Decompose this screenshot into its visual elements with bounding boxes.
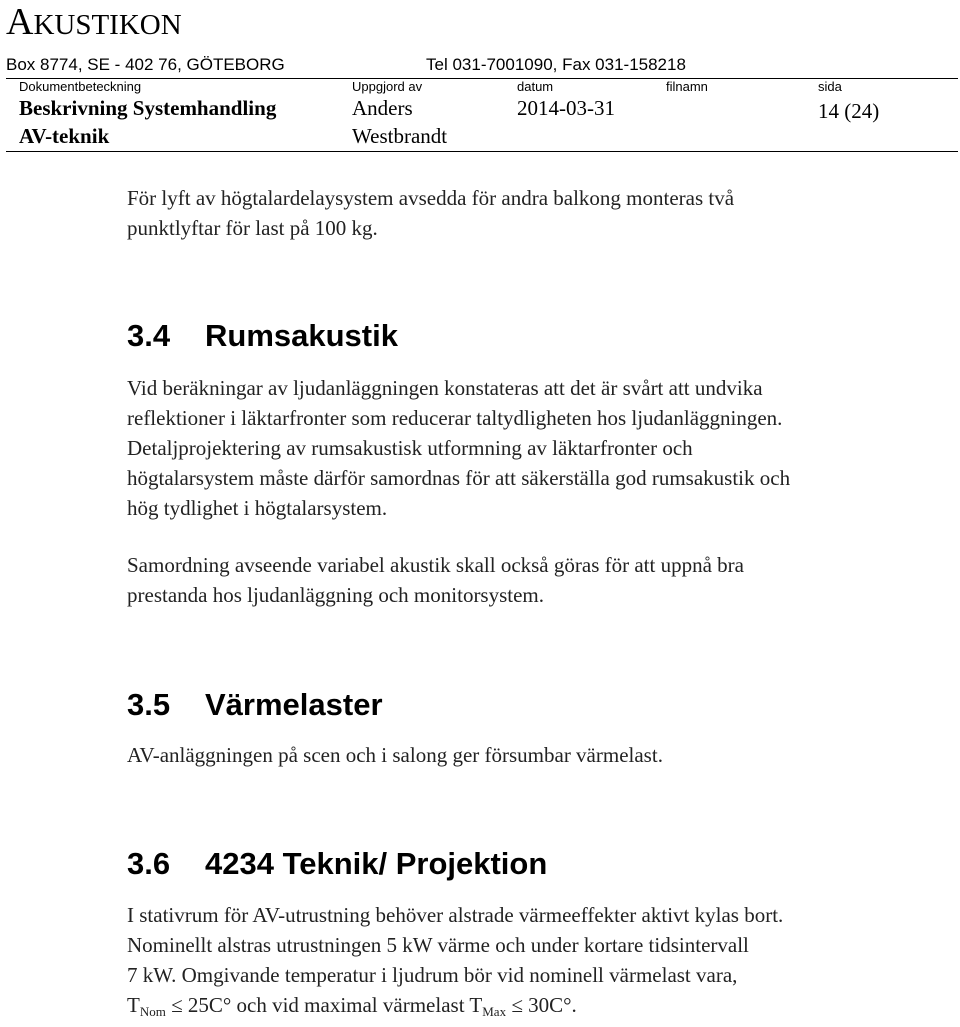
filename-label: filnamn <box>666 79 708 94</box>
paragraph-line: Detaljprojektering av rumsakustisk utformning av läktarfronter och <box>127 436 693 460</box>
page-number: 14 (24) <box>818 99 880 123</box>
company-logo: AKUSTIKON <box>6 1 182 43</box>
section-number: 3.6 <box>127 846 171 881</box>
author-label: Uppgjord av <box>352 79 423 94</box>
date-label: datum <box>517 79 554 94</box>
author-first-name: Anders <box>352 96 413 120</box>
page-label: sida <box>818 79 842 94</box>
company-phone: Tel 031-7001090, Fax 031-158218 <box>426 55 686 74</box>
paragraph-line: Nominellt alstras utrustningen 5 kW värme och under kortare tidsintervall <box>127 933 749 957</box>
section-title: Värmelaster <box>205 687 383 722</box>
company-address: Box 8774, SE - 402 76, GÖTEBORG <box>6 55 285 74</box>
header-top-divider <box>6 78 958 79</box>
section-heading-3-6 <box>127 846 547 882</box>
intro-line-2: punktlyftar för last på 100 kg. <box>127 216 378 240</box>
doc-title-line2: AV-teknik <box>19 124 110 148</box>
doc-id-label: Dokumentbeteckning <box>19 79 142 94</box>
paragraph-line: hög tydlighet i högtalarsystem. <box>127 496 388 520</box>
paragraph-line: Vid beräkningar av ljudanläggningen konstateras att det är svårt att undvika <box>127 376 763 400</box>
section-number: 3.5 <box>127 687 171 722</box>
section-heading-3-5 <box>127 687 383 723</box>
paragraph-line: AV-anläggningen på scen och i salong ger försumbar värmelast. <box>127 743 663 767</box>
temperature-formula: $T_{Nom} \le 25C^\circ$ och vid maximal värmelast $T_{Max} \le 30C^\circ$. <box>127 993 577 1019</box>
paragraph-line: 7 kW. Omgivande temperatur i ljudrum bör vid nominell värmelast vara, <box>127 963 738 987</box>
paragraph-line: reflektioner i läktarfronter som reducerar taltydligheten hos ljudanläggningen. <box>127 406 783 430</box>
paragraph-line: prestanda hos ljudanläggning och monitorsystem. <box>127 583 545 607</box>
author-last-name: Westbrandt <box>352 124 448 148</box>
intro-line-1: För lyft av högtalardelaysystem avsedda för andra balkong monteras två <box>127 186 735 210</box>
paragraph-line: högtalarsystem måste därför samordnas för att säkerställa god rumsakustik och <box>127 466 791 490</box>
section-title: 4234 Teknik/ Projektion <box>205 846 548 881</box>
header-bottom-divider <box>6 151 958 152</box>
paragraph-line: Samordning avseende variabel akustik skall också göras för att uppnå bra <box>127 553 744 577</box>
section-heading-3-4 <box>127 318 398 354</box>
paragraph-line: I stativrum för AV-utrustning behöver alstrade värmeeffekter aktivt kylas bort. <box>127 903 784 927</box>
section-title: Rumsakustik <box>205 318 398 353</box>
section-number: 3.4 <box>127 318 171 353</box>
doc-title-line1: Beskrivning Systemhandling <box>19 96 277 120</box>
doc-date: 2014-03-31 <box>517 96 615 120</box>
